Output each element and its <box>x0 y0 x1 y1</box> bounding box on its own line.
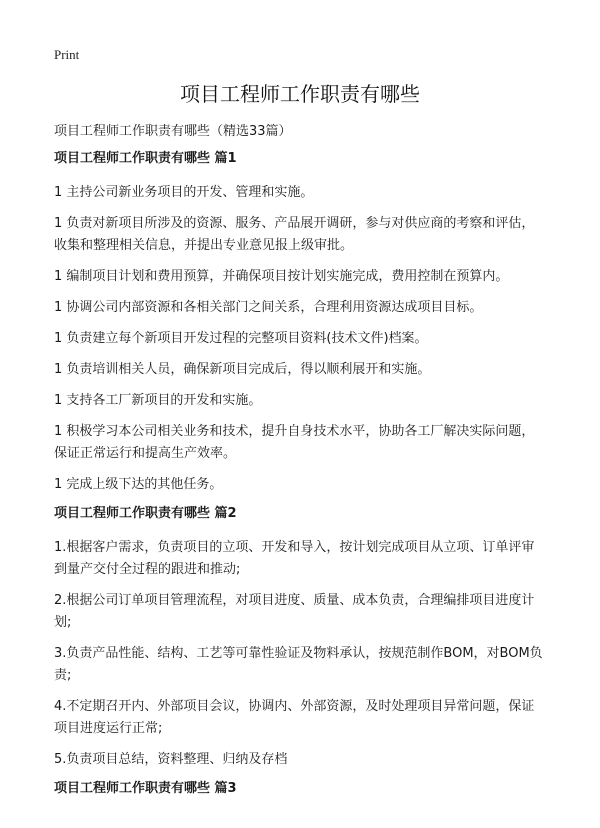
list-item: 1 编制项目计划和费用预算，并确保项目按计划实施完成，费用控制在预算内。 <box>54 269 509 284</box>
list-item: 1 负责培训相关人员，确保新项目完成后，得以顺利展开和实施。 <box>54 362 431 377</box>
list-item: 1 积极学习本公司相关业务和技术，提升自身技术水平，协助各工厂解决实际问题，保证正常运行和提高生产效率。 <box>54 424 535 461</box>
print-label[interactable]: Print <box>54 47 80 62</box>
list-item: 1 完成上级下达的其他任务。 <box>54 477 223 492</box>
list-item: 5.负责项目总结，资料整理、归纳及存档 <box>54 752 288 767</box>
list-item: 2.根据公司订单项目管理流程，对项目进度、质量、成本负责，合理编排项目进度计划; <box>54 593 535 630</box>
list-item: 1 负责对新项目所涉及的资源、服务、产品展开调研，参与对供应商的考察和评估，收集和整理相关信息，并提出专业意见报上级审批。 <box>54 216 535 253</box>
page-title: 项目工程师工作职责有哪些 <box>180 82 420 106</box>
section-heading: 项目工程师工作职责有哪些 篇2 <box>54 506 237 521</box>
list-item: 3.负责产品性能、结构、工艺等可靠性验证及物料承认，按规范制作BOM，对BOM负责; <box>54 646 543 683</box>
list-item: 4.不定期召开内、外部项目会议，协调内、外部资源，及时处理项目异常问题，保证项目进度运行正常; <box>54 699 535 736</box>
list-item: 1 支持各工厂新项目的开发和实施。 <box>54 393 262 408</box>
document-content <box>54 150 546 812</box>
list-item: 1 负责建立每个新项目开发过程的完整项目资料(技术文件)档案。 <box>54 331 428 346</box>
section-heading: 项目工程师工作职责有哪些 篇3 <box>54 781 237 796</box>
section-2 <box>54 505 546 771</box>
list-item: 1.根据客户需求，负责项目的立项、开发和导入，按计划完成项目从立项、订单评审到量产交付全过程的跟进和推动; <box>54 540 535 577</box>
section-3 <box>54 780 546 798</box>
list-item: 1 主持公司新业务项目的开发、管理和实施。 <box>54 185 314 200</box>
section-heading: 项目工程师工作职责有哪些 篇1 <box>54 151 237 166</box>
list-item: 1 协调公司内部资源和各相关部门之间关系，合理利用资源达成项目目标。 <box>54 300 483 315</box>
intro-text: 项目工程师工作职责有哪些（精选33篇） <box>54 124 292 139</box>
section-1 <box>54 150 546 496</box>
